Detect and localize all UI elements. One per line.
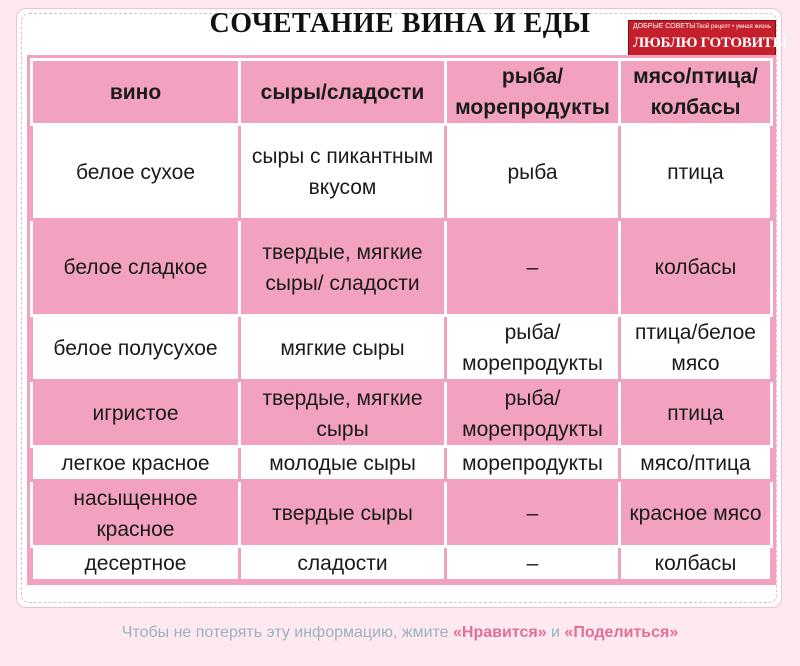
cell-cheese: сыры с пикантным вкусом [240, 125, 446, 220]
cell-wine: белое сладкое [32, 220, 240, 316]
table-row [32, 220, 772, 316]
table-row [32, 125, 772, 220]
table-row [32, 447, 772, 481]
cell-fish: – [446, 547, 620, 581]
cell-fish: – [446, 481, 620, 547]
table-row [32, 547, 772, 581]
page-title: СОЧЕТАНИЕ ВИНА И ЕДЫ [209, 8, 591, 39]
cell-meat: птица/белое мясо [620, 316, 772, 381]
logo-tagline-right: Твой рецепт • умная жизнь [696, 24, 771, 30]
cell-cheese: твердые, мягкие сыры/ сладости [240, 220, 446, 316]
wine-pairing-table [30, 58, 773, 582]
header-meat: мясо/птица/ колбасы [620, 60, 772, 125]
cell-meat: колбасы [620, 547, 772, 581]
logo-tagline-left: ДОБРЫЕ СОВЕТЫ [633, 23, 696, 30]
cell-meat: мясо/птица [620, 447, 772, 481]
cell-cheese: твердые, мягкие сыры [240, 381, 446, 447]
cell-cheese: молодые сыры [240, 447, 446, 481]
cell-fish: рыба/ морепродукты [446, 316, 620, 381]
share-link[interactable]: «Поделиться» [564, 624, 679, 641]
cell-meat: птица [620, 381, 772, 447]
cell-cheese: твердые сыры [240, 481, 446, 547]
footer-prefix: Чтобы не потерять эту информацию, жмите [121, 624, 454, 641]
logo-name: ЛЮБЛЮ ГОТОВИТЬ! [633, 35, 787, 51]
cell-wine: белое сухое [32, 125, 240, 220]
table-row [32, 481, 772, 547]
cell-fish: морепродукты [446, 447, 620, 481]
cell-fish: рыба [446, 125, 620, 220]
cell-meat: колбасы [620, 220, 772, 316]
header-fish: рыба/ морепродукты [446, 60, 620, 125]
cell-meat: красное мясо [620, 481, 772, 547]
table-row [32, 316, 772, 381]
cell-meat: птица [620, 125, 772, 220]
header-wine: вино [32, 60, 240, 125]
magazine-logo [628, 20, 787, 56]
cell-wine: насыщенное красное [32, 481, 240, 547]
cell-wine: игристое [32, 381, 240, 447]
footer-note [0, 624, 800, 642]
cell-cheese: мягкие сыры [240, 316, 446, 381]
cell-wine: легкое красное [32, 447, 240, 481]
header-cheese: сыры/сладости [240, 60, 446, 125]
like-link[interactable]: «Нравится» [453, 624, 547, 641]
cell-fish: – [446, 220, 620, 316]
cell-cheese: сладости [240, 547, 446, 581]
table-row [32, 381, 772, 447]
table-header-row [32, 60, 772, 125]
cell-fish: рыба/ морепродукты [446, 381, 620, 447]
cell-wine: белое полусухое [32, 316, 240, 381]
footer-and: и [546, 624, 565, 641]
cell-wine: десертное [32, 547, 240, 581]
